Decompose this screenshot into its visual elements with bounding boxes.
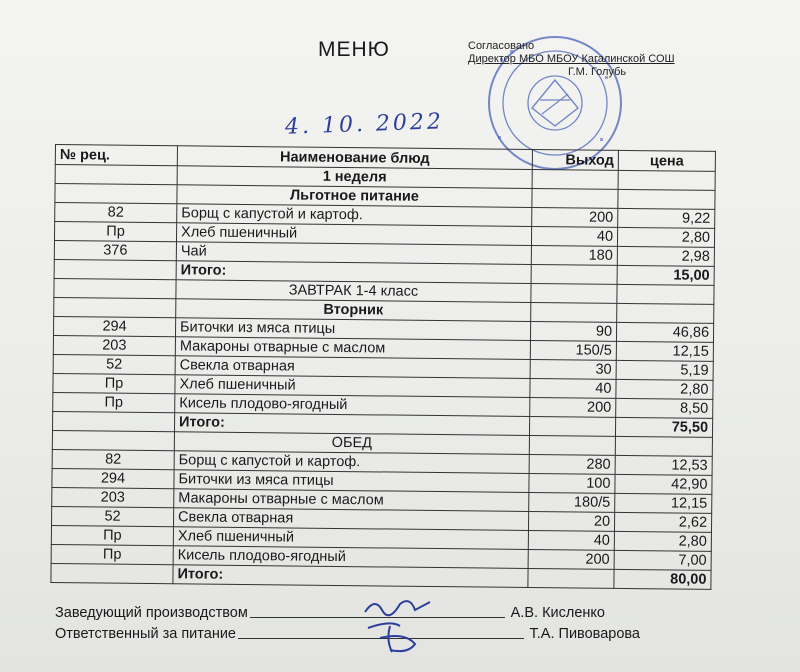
recipe-number: 203 (52, 487, 174, 507)
dish-output: 40 (528, 530, 614, 550)
section-title: ЗАВТРАК 1-4 класс (176, 280, 531, 303)
recipe-number: 376 (54, 240, 176, 260)
column-header-recipe: № рец. (55, 145, 177, 166)
dish-price: 12,53 (615, 455, 712, 475)
dish-output: 30 (530, 359, 616, 379)
total-price: 15,00 (617, 265, 714, 285)
dish-name: Биточки из мяса птицы (174, 470, 529, 493)
nutrition-name: Т.А. Пивоварова (529, 626, 640, 642)
column-header-price: цена (618, 150, 715, 171)
dish-output: 180/5 (529, 492, 615, 512)
column-header-name: Наименование блюд (177, 146, 532, 170)
recipe-number: 82 (55, 203, 177, 223)
dish-output: 200 (532, 207, 618, 227)
production-name: А.В. Кисленко (510, 605, 605, 621)
dish-output: 40 (530, 378, 616, 398)
dish-name: Макароны отварные с маслом (174, 489, 529, 512)
output-cell (532, 188, 618, 208)
recipe-cell (51, 563, 173, 583)
output-cell (531, 264, 617, 284)
approval-line-1: Согласовано (468, 40, 535, 52)
dish-price: 2,80 (614, 531, 711, 551)
approval-line-2: Директор МБО МБОУ Кагалинской СОШ (468, 53, 675, 65)
approval-line-3: Г.М. Голубь (568, 66, 627, 78)
output-cell (529, 435, 615, 455)
dish-output: 200 (528, 549, 614, 569)
recipe-number: 52 (52, 506, 174, 526)
nutrition-label: Ответственный за питание (55, 626, 236, 642)
recipe-cell (55, 165, 177, 185)
menu-table (50, 144, 716, 590)
dish-name: Хлеб пшеничный (175, 375, 530, 398)
section-title: Льготное питание (177, 185, 532, 208)
recipe-number: Пр (51, 525, 173, 545)
dish-price: 12,15 (616, 341, 713, 361)
dish-price: 42,90 (615, 474, 712, 494)
output-cell (529, 416, 615, 436)
dish-name: Хлеб пшеничный (176, 223, 531, 246)
recipe-cell (54, 259, 176, 279)
dish-name: Кисель плодово-ягодный (173, 546, 528, 569)
handwritten-date: 4. 10. 2022 (284, 109, 445, 140)
recipe-number: Пр (51, 544, 173, 564)
dish-name: Борщ с капустой и картоф. (177, 204, 532, 227)
dish-name: Кисель плодово-ягодный (175, 394, 530, 417)
recipe-cell (54, 278, 176, 298)
total-label: Итого: (176, 261, 531, 284)
output-cell (531, 302, 617, 322)
dish-output: 90 (530, 321, 616, 341)
total-label: Итого: (173, 565, 528, 588)
dish-price: 2,62 (614, 512, 711, 532)
dish-price: 2,80 (617, 227, 714, 247)
recipe-number: 294 (53, 316, 175, 336)
dish-output: 200 (530, 397, 616, 417)
price-cell (618, 170, 715, 190)
dish-name: Макароны отварные с маслом (175, 337, 530, 360)
dish-name: Борщ с капустой и картоф. (174, 451, 529, 474)
recipe-number: Пр (53, 392, 175, 412)
price-cell (618, 189, 715, 209)
price-cell (615, 436, 712, 456)
price-cell (617, 303, 714, 323)
dish-price: 2,98 (617, 246, 714, 266)
recipe-number: 294 (52, 468, 174, 488)
document-title: МЕНЮ (318, 38, 390, 61)
dish-price: 12,15 (615, 493, 712, 513)
recipe-number: Пр (54, 222, 176, 242)
recipe-cell (52, 430, 174, 450)
output-cell (528, 568, 614, 588)
dish-output: 180 (531, 245, 617, 265)
signature-icon (360, 618, 440, 658)
dish-output: 100 (529, 473, 615, 493)
total-price: 75,50 (615, 417, 712, 437)
dish-name: Биточки из мяса птицы (175, 318, 530, 341)
menu-table-body (51, 165, 715, 590)
dish-output: 150/5 (530, 340, 616, 360)
section-title: 1 неделя (177, 166, 532, 189)
approval-block (468, 40, 675, 79)
recipe-number: Пр (53, 373, 175, 393)
dish-price: 9,22 (618, 208, 715, 228)
output-cell (532, 169, 618, 189)
recipe-cell (54, 297, 176, 317)
dish-output: 20 (528, 511, 614, 531)
output-cell (531, 283, 617, 303)
dish-price: 8,50 (616, 398, 713, 418)
dish-name: Хлеб пшеничный (173, 527, 528, 550)
recipe-number: 52 (53, 354, 175, 374)
section-title: Вторник (176, 299, 531, 322)
total-label: Итого: (174, 413, 529, 436)
section-title: ОБЕД (174, 432, 529, 455)
dish-name: Свекла отварная (173, 508, 528, 531)
dish-price: 5,19 (616, 360, 713, 380)
production-label: Заведующий производством (55, 605, 248, 621)
recipe-number: 82 (52, 449, 174, 469)
recipe-cell (52, 411, 174, 431)
dish-output: 280 (529, 454, 615, 474)
dish-price: 7,00 (614, 550, 711, 570)
column-header-output: Выход (532, 150, 618, 171)
recipe-cell (55, 184, 177, 204)
dish-price: 2,80 (616, 379, 713, 399)
dish-name: Свекла отварная (175, 356, 530, 379)
dish-output: 40 (531, 226, 617, 246)
dish-name: Чай (176, 242, 531, 265)
recipe-number: 203 (53, 335, 175, 355)
price-cell (617, 284, 714, 304)
total-price: 80,00 (614, 569, 711, 589)
dish-price: 46,86 (616, 322, 713, 342)
